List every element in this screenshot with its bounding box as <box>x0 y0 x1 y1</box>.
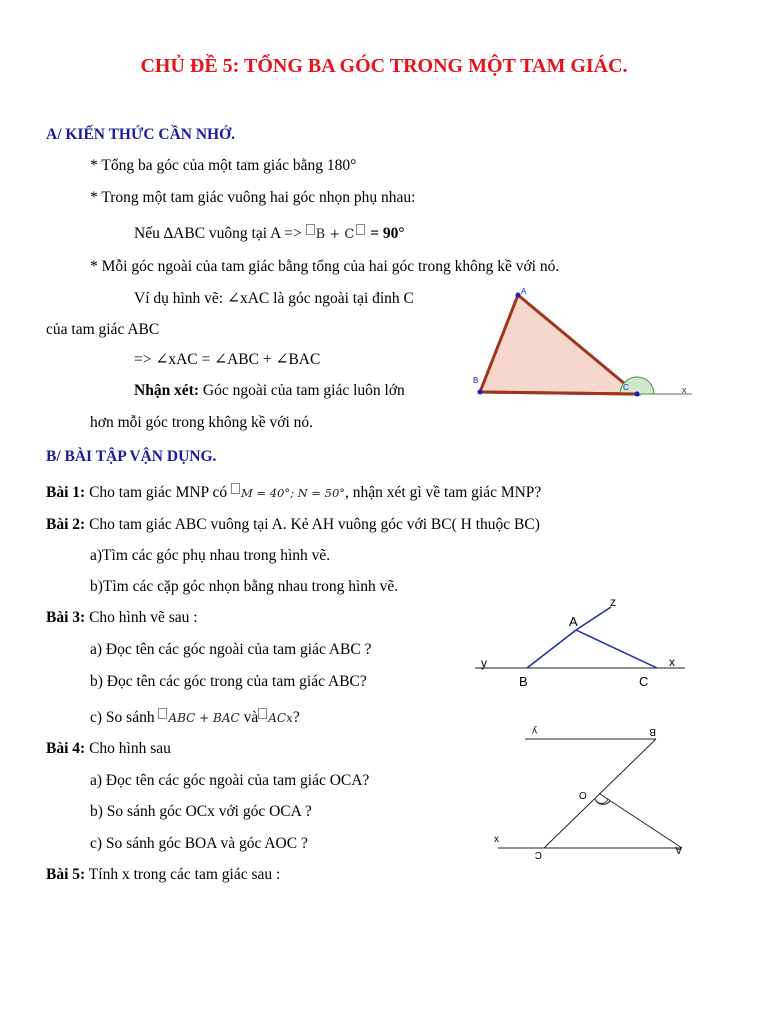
label-b: B <box>473 376 479 385</box>
knowledge-line-1: * Tổng ba góc của một tam giác bằng 180° <box>90 157 357 174</box>
bai3-c <box>90 708 300 728</box>
angle-mark-o-1 <box>595 799 608 803</box>
bai4-b: b) So sánh góc OCx với góc OCA ? <box>90 803 312 820</box>
side-bc <box>480 392 637 394</box>
bai3-c-mid: và <box>243 709 259 726</box>
angle-mark-o-2 <box>596 801 610 804</box>
point-a <box>516 293 521 298</box>
bai3-text: Cho hình vẽ sau : <box>89 609 198 626</box>
bai1-label: Bài 1: <box>46 484 86 501</box>
example-line-3: => ∠xAC = ∠ABC + ∠BAC <box>134 351 321 368</box>
triangle-abc-shape <box>480 295 637 394</box>
bai3-line <box>46 608 198 628</box>
bai2-line <box>46 515 540 535</box>
knowledge-line-3 <box>134 224 405 245</box>
point-b <box>478 390 483 395</box>
fig4-label-c: C <box>534 849 542 860</box>
bai1-text: Cho tam giác MNP có <box>89 484 228 501</box>
bai4-text: Cho hình sau <box>89 740 171 757</box>
segment-oa <box>600 794 682 848</box>
bai2-b: b)Tìm các cặp góc nhọn bằng nhau trong hình vẽ. <box>90 578 399 595</box>
bai3-c-formula-2 <box>258 711 293 725</box>
bai3-c-formula-2-text: ACx <box>268 711 293 725</box>
bai1-suffix: , nhận xét gì về tam giác MNP? <box>345 484 542 501</box>
example-line-1: Ví dụ hình vẽ: ∠xAC là góc ngoài tại đỉnh C <box>134 290 414 307</box>
label-x: x <box>682 385 687 395</box>
section-a-heading: A/ KIẾN THỨC CẦN NHỚ. <box>46 126 236 143</box>
fig4-label-o: O <box>579 791 587 802</box>
fig3-label-y: y <box>481 656 487 670</box>
bai1-formula <box>231 486 345 500</box>
fig3-label-a: A <box>569 614 578 629</box>
bai1-line <box>46 483 541 503</box>
line3-formula-text: B + C <box>315 227 355 242</box>
fig3-label-z: z <box>610 595 616 609</box>
remark-label: Nhận xét: <box>134 382 200 399</box>
side-ac <box>576 630 657 668</box>
triangle-figure <box>470 283 710 413</box>
point-c <box>635 392 640 397</box>
bai4-line <box>46 739 171 759</box>
bai3-b: b) Đọc tên các góc trong của tam giác ABC? <box>90 673 367 690</box>
knowledge-line-4: * Mỗi góc ngoài của tam giác bằng tổng của hai góc trong không kề với nó. <box>90 258 560 275</box>
remark-line-1 <box>134 381 405 401</box>
bai3-label: Bài 3: <box>46 609 86 626</box>
ray-az <box>576 607 611 630</box>
fig4-label-b: B <box>649 726 656 737</box>
bai4-c: c) So sánh góc BOA và góc AOC ? <box>90 835 308 852</box>
side-ab <box>527 630 576 668</box>
fig4-label-x: x <box>494 834 499 845</box>
bai3-figure <box>475 597 695 687</box>
label-c: C <box>623 383 629 392</box>
bai3-c-formula-1-text: ABC + BAC <box>168 711 240 725</box>
line3-suffix: = 90° <box>370 225 405 242</box>
bai2-text: Cho tam giác ABC vuông tại A. Kẻ AH vuông góc với BC( H thuộc BC) <box>89 516 540 533</box>
bai4-figure <box>490 725 700 865</box>
knowledge-line-2: * Trong một tam giác vuông hai góc nhọn phụ nhau: <box>90 189 416 206</box>
line3-formula <box>306 227 367 242</box>
fig4-label-y: y <box>532 725 537 736</box>
bai3-a: a) Đọc tên các góc ngoài của tam giác ABC ? <box>90 641 372 658</box>
bai4-label: Bài 4: <box>46 740 86 757</box>
remark-line-2: hơn mỗi góc trong không kề với nó. <box>90 414 314 431</box>
fig3-label-c: C <box>639 674 649 689</box>
fig4-label-a: A <box>675 844 682 855</box>
bai1-formula-text: M = 40°; N = 50° <box>240 486 346 500</box>
bai5-text: Tính x trong các tam giác sau : <box>88 866 281 883</box>
bai4-a: a) Đọc tên các góc ngoài của tam giác OCA? <box>90 772 370 789</box>
example-line-2: của tam giác ABC <box>46 321 160 338</box>
bai3-c-suffix: ? <box>292 709 300 726</box>
line3-prefix: Nếu ∆ABC vuông tại A => <box>134 225 302 242</box>
bai3-c-formula-1 <box>158 711 239 725</box>
page-title: CHỦ ĐỀ 5: TỔNG BA GÓC TRONG MỘT TAM GIÁC. <box>140 55 628 77</box>
bai2-a: a)Tìm các góc phụ nhau trong hình vẽ. <box>90 547 331 564</box>
bai5-line <box>46 865 280 885</box>
remark-text: Góc ngoài của tam giác luôn lớn <box>202 382 405 399</box>
label-a: A <box>521 287 527 296</box>
segment-bc <box>544 739 656 848</box>
bai3-c-prefix: c) So sánh <box>90 709 155 726</box>
section-b-heading: B/ BÀI TẬP VẬN DỤNG. <box>46 448 217 465</box>
bai5-label: Bài 5: <box>46 866 86 883</box>
bai2-label: Bài 2: <box>46 516 86 533</box>
fig3-label-b: B <box>519 674 528 689</box>
fig3-label-x: x <box>669 655 675 669</box>
